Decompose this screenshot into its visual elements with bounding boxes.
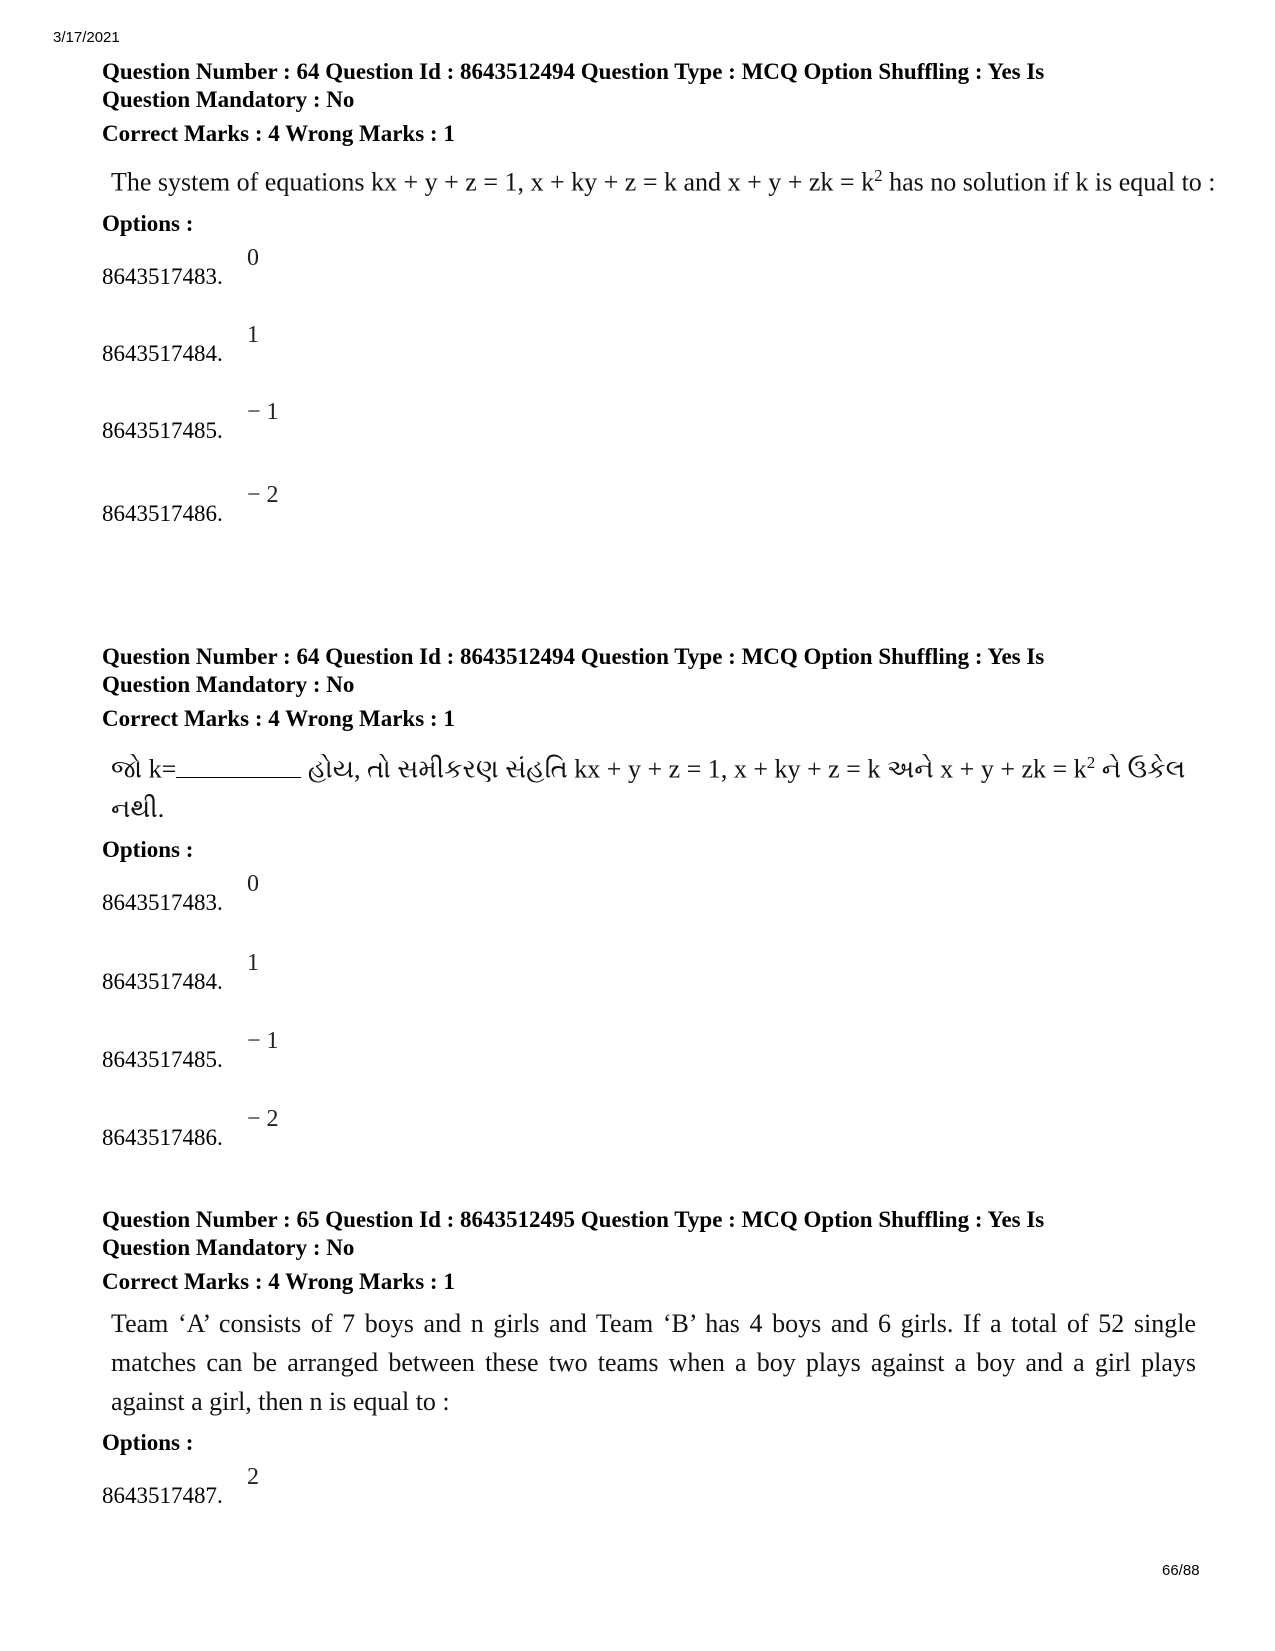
option-id: 8643517483. <box>102 889 223 915</box>
question-mandatory: Question Mandatory : No <box>102 1235 355 1260</box>
equation: x + y + zk = k <box>727 167 875 197</box>
equation: x + ky + z = k <box>530 167 678 197</box>
option-value: − 2 <box>247 481 279 508</box>
options-label: Options : <box>102 1430 194 1455</box>
options-list <box>102 238 1222 551</box>
question-header <box>102 643 1222 699</box>
equation: x + y + zk = k <box>940 754 1087 784</box>
options-list <box>102 864 1222 1175</box>
option-item[interactable] <box>102 1457 1222 1533</box>
option-item[interactable] <box>102 314 1222 391</box>
options-label: Options : <box>102 210 194 236</box>
option-item[interactable] <box>102 864 1222 940</box>
question-header <box>102 1206 1222 1262</box>
question-marks: Correct Marks : 4 Wrong Marks : 1 <box>102 706 455 731</box>
question-block <box>102 1206 1222 1533</box>
question-marks: Correct Marks : 4 Wrong Marks : 1 <box>102 1269 455 1294</box>
question-header-line: Question Number : 64 Question Id : 8643512494 Question Type : MCQ Option Shuffling : Yes Is <box>102 644 1045 669</box>
question-text: જો k= હોય, તો સમીકરણ સંહતિ kx + y + z = 1, x + ky + z = k અને x + y + zk = $k^2$ ને ઉકેલ નથી. <box>111 753 1186 823</box>
question-mandatory: Question Mandatory : No <box>102 672 355 697</box>
option-id: 8643517484. <box>102 340 223 366</box>
options-list <box>102 1457 1222 1533</box>
question-header-line: Question Number : 64 Question Id : 8643512494 Question Type : MCQ Option Shuffling : Yes Is <box>102 59 1045 84</box>
option-value: 1 <box>247 321 259 348</box>
option-id: 8643517485. <box>102 417 223 443</box>
question-block <box>102 58 1222 551</box>
answer-blank <box>176 755 301 778</box>
option-value: 1 <box>247 949 259 976</box>
print-date: 3/17/2021 <box>53 29 120 46</box>
question-text: Team ‘A’ consists of 7 boys and n girls and Team ‘B’ has 4 boys and 6 girls. If a total of 52 single matches can be arranged between these two teams when a boy plays against a boy and a girl plays against a girl, then n is equal to : <box>111 1309 1196 1416</box>
option-item[interactable] <box>102 238 1222 314</box>
option-value: 2 <box>247 1464 259 1490</box>
option-id: 8643517483. <box>102 263 223 289</box>
options-label: Options : <box>102 836 194 862</box>
option-item[interactable] <box>102 391 1222 468</box>
page-number: 66/88 <box>1162 1562 1200 1579</box>
question-block <box>102 643 1222 1175</box>
option-value: − 2 <box>247 1105 279 1132</box>
option-id: 8643517487. <box>102 1483 223 1508</box>
question-header-line: Question Number : 65 Question Id : 8643512495 Question Type : MCQ Option Shuffling : Yes Is <box>102 1207 1045 1232</box>
option-item[interactable] <box>102 940 1222 1019</box>
equation: kx + y + z = 1 <box>574 754 721 784</box>
option-id: 8643517486. <box>102 1124 223 1150</box>
option-item[interactable] <box>102 1097 1222 1175</box>
option-item[interactable] <box>102 468 1222 551</box>
question-marks: Correct Marks : 4 Wrong Marks : 1 <box>102 121 455 146</box>
option-id: 8643517486. <box>102 500 223 526</box>
option-value: 0 <box>247 870 259 897</box>
option-id: 8643517484. <box>102 968 223 994</box>
option-id: 8643517485. <box>102 1046 223 1072</box>
option-item[interactable] <box>102 1019 1222 1097</box>
question-header <box>102 58 1222 114</box>
option-value: − 1 <box>247 398 279 425</box>
question-text: The system of equations kx + y + z = 1, x + ky + z = k and x + y + zk = $k^2$ has no solution if k is equal to : <box>111 166 1216 197</box>
equation: x + ky + z = k <box>733 754 881 784</box>
option-value: 0 <box>247 244 259 271</box>
equation: kx + y + z = 1 <box>370 167 518 197</box>
question-mandatory: Question Mandatory : No <box>102 87 355 112</box>
option-value: − 1 <box>247 1027 279 1054</box>
